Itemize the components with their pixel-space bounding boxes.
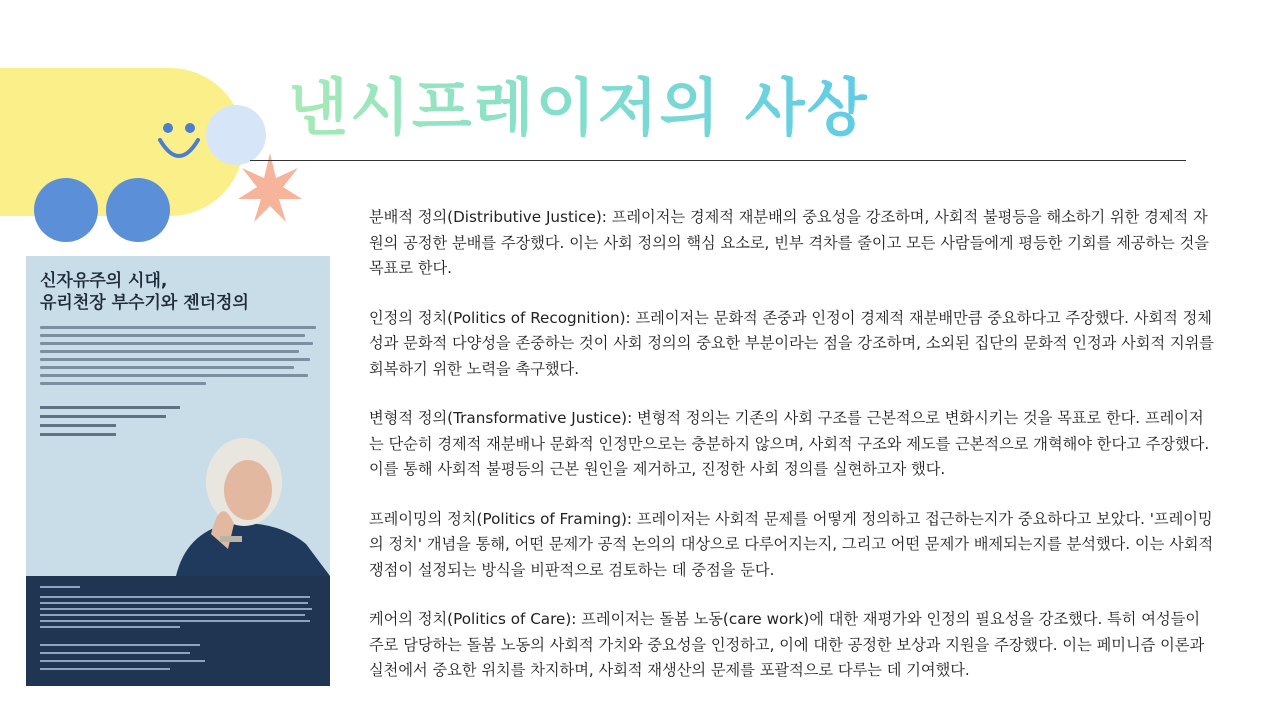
star-burst bbox=[238, 153, 302, 222]
poster-footer bbox=[26, 576, 330, 686]
title-divider bbox=[250, 160, 1186, 161]
paragraph-politics-of-care: 케어의 정치(Politics of Care): 프레이저는 돌봄 노동(care work)에 대한 재평가와 인정의 필요성을 강조했다. 특히 여성들이 주로 담당하는 돌봄 노동의 사회적 가치와 중요성을 인정하고, 이에 대한 공정한 보상과 지원을 주장했다. 이는 페미니즘 이론과 실천에서 중요한 위치를 차지하며, 사회적 재생산의 문제를 포괄적으로 다루는 데 기여했다. bbox=[369, 610, 1205, 679]
paragraph-transformative-justice: 변형적 정의(Transformative Justice): 변형적 정의는 기존의 사회 구조를 근본적으로 변화시키는 것을 목표로 한다. 프레이저는 단순히 경제적 재분배나 문화적 인정만으로는 충분하지 않으며, 사회적 구조와 제도를 근본적으로 개혁해야 한다고 주장했다. 이를 통해 사회적 불평등의 근본 원인을 제거하고, 진정한 사회 정의를 실현하고자 했다. bbox=[369, 409, 1210, 478]
poster-image bbox=[26, 256, 330, 686]
paragraph-distributive-justice: 분배적 정의(Distributive Justice): 프레이저는 경제적 재분배의 중요성을 강조하며, 사회적 불평등을 해소하기 위한 경제적 자원의 공정한 분배를 주장했다. 이는 사회 정의의 핵심 요소로, 빈부 격차를 줄이고 모든 사람들에게 평등한 기회를 제공하는 것을 목표로 한다. bbox=[369, 208, 1209, 277]
paragraph-politics-of-recognition: 인정의 정치(Politics of Recognition): 프레이저는 문화적 존중과 인정이 경제적 재분배만큼 중요하다고 주장했다. 사회적 정체성과 문화적 다양성을 존중하는 것이 사회 정의의 중요한 부분이라는 점을 강조하며, 소외된 집단의 문화적 인정과 사회적 지위를 회복하기 위한 노력을 촉구했다. bbox=[369, 308, 1214, 378]
poster-title bbox=[40, 270, 320, 314]
content-body bbox=[369, 205, 1217, 708]
page-title: 낸시프레이저의 사상 bbox=[288, 58, 869, 147]
poster-body-text bbox=[40, 326, 316, 390]
smiley-eye-right bbox=[185, 123, 195, 133]
blue-circle-left bbox=[34, 178, 98, 242]
paragraph-politics-of-framing: 프레이밍의 정치(Politics of Framing): 프레이저는 사회적 문제를 어떻게 정의하고 접근하는지가 중요하다고 보았다. '프레이밍의 정치' 개념을 통해, 어떤 문제가 공적 논의의 대상으로 다루어지는지, 그리고 어떤 문제가 배제되는지를 분석했다. 이는 사회적 쟁점이 설정되는 방식을 비판적으로 검토하는 데 중점을 둔다. bbox=[369, 509, 1214, 579]
poster-title-line2: 유리천장 부수기와 젠더정의 bbox=[40, 293, 249, 313]
poster-title-line1: 신자유주의 시대, bbox=[40, 271, 168, 291]
smiley-eye-left bbox=[163, 123, 173, 133]
light-blue-circle bbox=[206, 105, 266, 165]
decoration-shapes bbox=[0, 0, 320, 260]
poster-portrait-photo bbox=[116, 424, 330, 576]
blue-circle-right bbox=[106, 178, 170, 242]
